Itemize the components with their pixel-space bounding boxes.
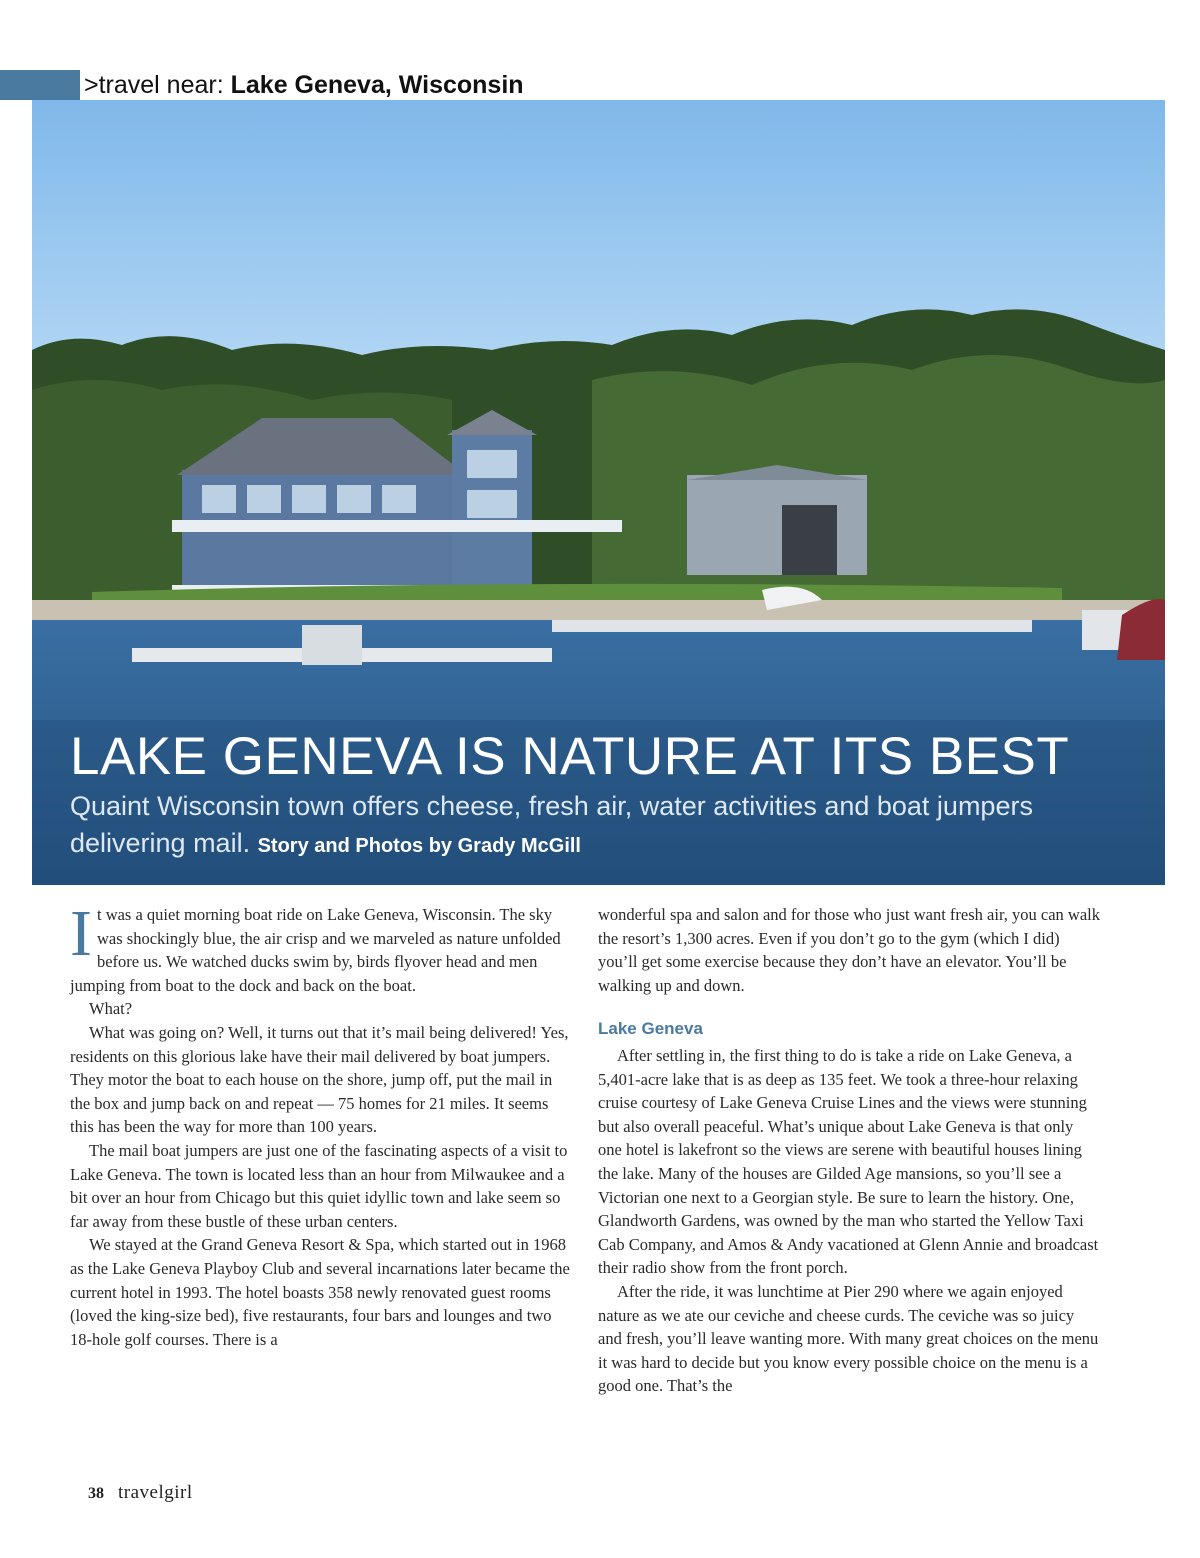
paragraph-text: t was a quiet morning boat ride on Lake Geneva, Wisconsin. The sky was shockingly blue, the air crisp and we marveled as nature unfolded before us. We watched ducks swim by, birds flyover head and men jumping from boat to the dock and back on the boat. (70, 905, 561, 995)
dropcap: I (70, 897, 92, 970)
article-deck: Quaint Wisconsin town offers cheese, fresh air, water activities and boat jumpers delivering mail. (70, 791, 1033, 858)
article-column-right (598, 903, 1100, 1398)
article-paragraph (70, 897, 575, 997)
article-paragraph: What? (89, 999, 133, 1019)
article-title: LAKE GENEVA IS NATURE AT ITS BEST (70, 727, 1070, 786)
page-footer (88, 1482, 193, 1504)
section-location: Lake Geneva, Wisconsin (230, 71, 524, 99)
magazine-brand: travelgirl (118, 1482, 193, 1503)
article-column-left (70, 897, 575, 1351)
article-paragraph: The mail boat jumpers are just one of the fascinating aspects of a visit to Lake Geneva. The town is located less than an hour from Milwaukee and a bit over an hour from Chicago but this quiet idyllic town and lake seem so far away from these bustle of these urban centers. (70, 1140, 568, 1231)
article-paragraph: After settling in, the first thing to do is take a ride on Lake Geneva, a 5,401-acre lake that is as deep as 135 feet. We took a three-hour relaxing cruise courtesy of Lake Geneva Cruise Lines and the views were stunning but also overall peaceful. What’s unique about Lake Geneva is that only one hotel is lakefront so the views are serene with beautiful houses lining the lake. Many of the houses are Gilded Age mansions, so you’ll see a Victorian one next to a Georgian style. Be sure to learn the history. One, Glandworth Gardens, was owned by the man who started the Yellow Taxi Cab Company, and Amos & Andy vacationed at Glenn Annie and broadcast their radio show from the front porch. (598, 1045, 1099, 1278)
article-paragraph: We stayed at the Grand Geneva Resort & Spa, which started out in 1968 as the Lake Geneva Playboy Club and several incarnations later became the current hotel in 1993. The hotel boasts 358 newly renovated guest rooms (loved the king-size bed), five restaurants, four bars and lounges and two 18-hole golf courses. There is a (70, 1235, 570, 1349)
article-paragraph: wonderful spa and salon and for those who just want fresh air, you can walk the resort’s 1,300 acres. Even if you don’t go to the gym (which I did) you’ll get some exercise because they don’t have an elevator. You’ll be walking up and down. (598, 905, 1101, 995)
hero-text (70, 728, 1150, 865)
article-paragraph: After the ride, it was lunchtime at Pier 290 where we again enjoyed nature as we ate our ceviche and cheese curds. The ceviche was so juicy and fresh, you’ll leave wanting more. With many great choices on the menu it was hard to decide but you know every possible choice on the menu is a good one. That’s the (598, 1281, 1099, 1396)
section-heading: Lake Geneva (598, 1019, 703, 1039)
article-subtitle (70, 788, 1150, 865)
page-number: 38 (88, 1485, 104, 1502)
section-header (84, 68, 524, 102)
header-accent-bar (0, 70, 80, 100)
article-paragraph: What was going on? Well, it turns out that it’s mail being delivered! Yes, residents on this glorious lake have their mail delivered by boat jumpers. They motor the boat to each house on the shore, jump off, put the mail in the box and jump back on and repeat — 75 homes for 21 miles. It seems this has been the way for more than 100 years. (70, 1022, 569, 1137)
section-prefix: >travel near: (84, 71, 231, 99)
article-byline: Story and Photos by Grady McGill (257, 835, 581, 857)
